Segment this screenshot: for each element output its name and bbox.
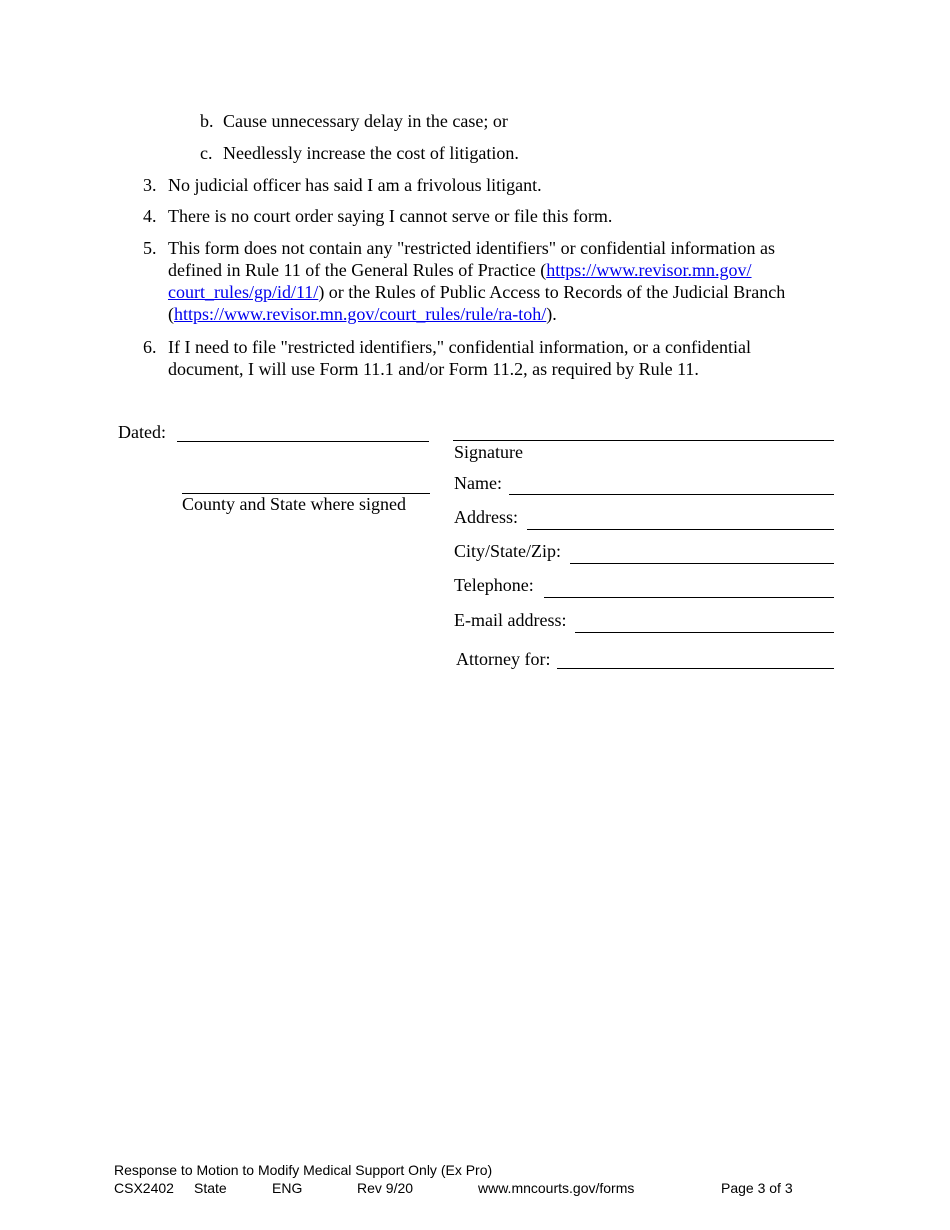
footer-language: ENG: [272, 1180, 303, 1196]
telephone-field[interactable]: [544, 597, 834, 598]
county-state-label: County and State where signed: [182, 494, 406, 514]
attorney-for-field[interactable]: [557, 668, 834, 669]
list-item-label: c.: [200, 143, 213, 163]
list-item-b: [200, 110, 508, 132]
list-item-number: 4.: [143, 206, 157, 226]
dated-field[interactable]: [177, 441, 429, 442]
list-item-text: Needlessly increase the cost of litigation.: [223, 143, 519, 163]
name-field[interactable]: [509, 494, 834, 495]
address-field[interactable]: [527, 529, 834, 530]
footer-revision: Rev 9/20: [357, 1180, 414, 1196]
attorney-for-label: Attorney for:: [456, 649, 551, 669]
email-label: E-mail address:: [454, 610, 567, 630]
telephone-label: Telephone:: [454, 575, 534, 595]
list-item-number: 5.: [143, 238, 157, 258]
list-item-number: 3.: [143, 175, 157, 195]
name-label: Name:: [454, 473, 502, 493]
list-item-text: There is no court order saying I cannot serve or file this form.: [168, 206, 613, 226]
city-state-zip-field[interactable]: [570, 563, 834, 564]
address-label: Address:: [454, 507, 518, 527]
rule-11-link[interactable]: https://www.revisor.mn.gov/: [546, 260, 752, 280]
footer-jurisdiction: State: [194, 1180, 227, 1196]
dated-label: Dated:: [118, 422, 166, 442]
list-item-label: b.: [200, 111, 214, 131]
list-item-text: No judicial officer has said I am a frivolous litigant.: [168, 175, 542, 195]
signature-label: Signature: [454, 442, 523, 462]
footer-form-code: CSX2402: [114, 1180, 174, 1196]
list-item-c: [200, 142, 519, 164]
footer-website: www.mncourts.gov/forms: [478, 1180, 635, 1196]
footer-page-number: Page 3 of 3: [721, 1180, 793, 1196]
list-item-text: If I need to file "restricted identifiers," confidential information, or a confidential document, I will use Form 11.1 and/or Form 11.2, as required by Rule 11.: [168, 337, 751, 379]
email-field[interactable]: [575, 632, 834, 633]
footer-title: Response to Motion to Modify Medical Support Only (Ex Pro): [114, 1162, 493, 1178]
rule-11-link-continued[interactable]: court_rules/gp/id/11/: [168, 282, 319, 302]
public-access-rules-link[interactable]: https://www.revisor.mn.gov/court_rules/rule/ra-toh/: [174, 304, 547, 324]
list-item-text: This form does not contain any "restricted identifiers" or confidential information as defined in Rule 11 of the General Rules of Practice (https://www.revisor.mn.gov/ court_rules/gp/id/11/) or the Rules of Public Access to Records of the Judicial Branch (https://www.revisor.mn.gov/court_rules/rule/ra-toh/).: [168, 238, 786, 324]
list-item-text: Cause unnecessary delay in the case; or: [223, 111, 508, 131]
city-state-zip-label: City/State/Zip:: [454, 541, 561, 561]
list-item-number: 6.: [143, 337, 157, 357]
